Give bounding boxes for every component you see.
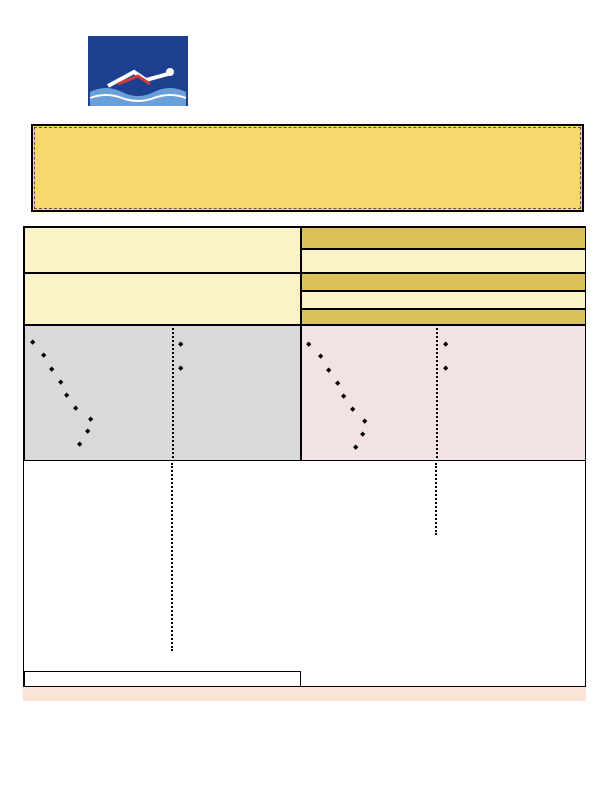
level-item: ◆ [341,393,347,400]
column-divider [171,463,173,651]
level-item: ◆ [360,431,366,438]
competitive-label: ◆ [178,365,184,372]
column-divider [435,463,437,535]
level-item: ◆ [58,379,64,386]
schedule-grid [23,226,586,687]
level-item: ◆ [335,380,341,387]
pre-competitive-label: ◆ [443,341,449,348]
day-monday [301,227,586,249]
level-item: ◆ [73,405,79,412]
weekend-timeslots [24,463,301,655]
school-logo [88,36,188,106]
pre-competitive-label: ◆ [178,341,184,348]
level-item: ◆ [30,339,36,346]
weekend-levels-panel [24,325,301,461]
column-divider [436,328,438,458]
pricing-box [31,124,584,212]
level-item: ◆ [350,406,356,413]
day-friday [301,309,586,325]
divider-strip [23,687,586,701]
day-sunday [24,273,301,325]
column-divider [172,328,174,458]
swimmer-icon [88,36,188,106]
level-item: ◆ [88,416,94,423]
level-item: ◆ [85,428,91,435]
competitive-label: ◆ [443,365,449,372]
level-item: ◆ [326,367,332,374]
level-item: ◆ [362,418,368,425]
level-item: ◆ [41,352,47,359]
day-thursday [301,291,586,309]
level-item: ◆ [77,441,83,448]
weekday-timeslots [301,463,586,593]
weekday-levels-panel [301,325,586,461]
day-saturday [24,227,301,273]
level-item: ◆ [318,353,324,360]
level-item: ◆ [64,392,70,399]
weeks-note [306,607,586,667]
day-tuesday [301,249,586,273]
level-item: ◆ [49,366,55,373]
level-item: ◆ [353,444,359,451]
day-wednesday [301,273,586,291]
swim-team-row [24,671,301,687]
level-item: ◆ [306,341,312,348]
